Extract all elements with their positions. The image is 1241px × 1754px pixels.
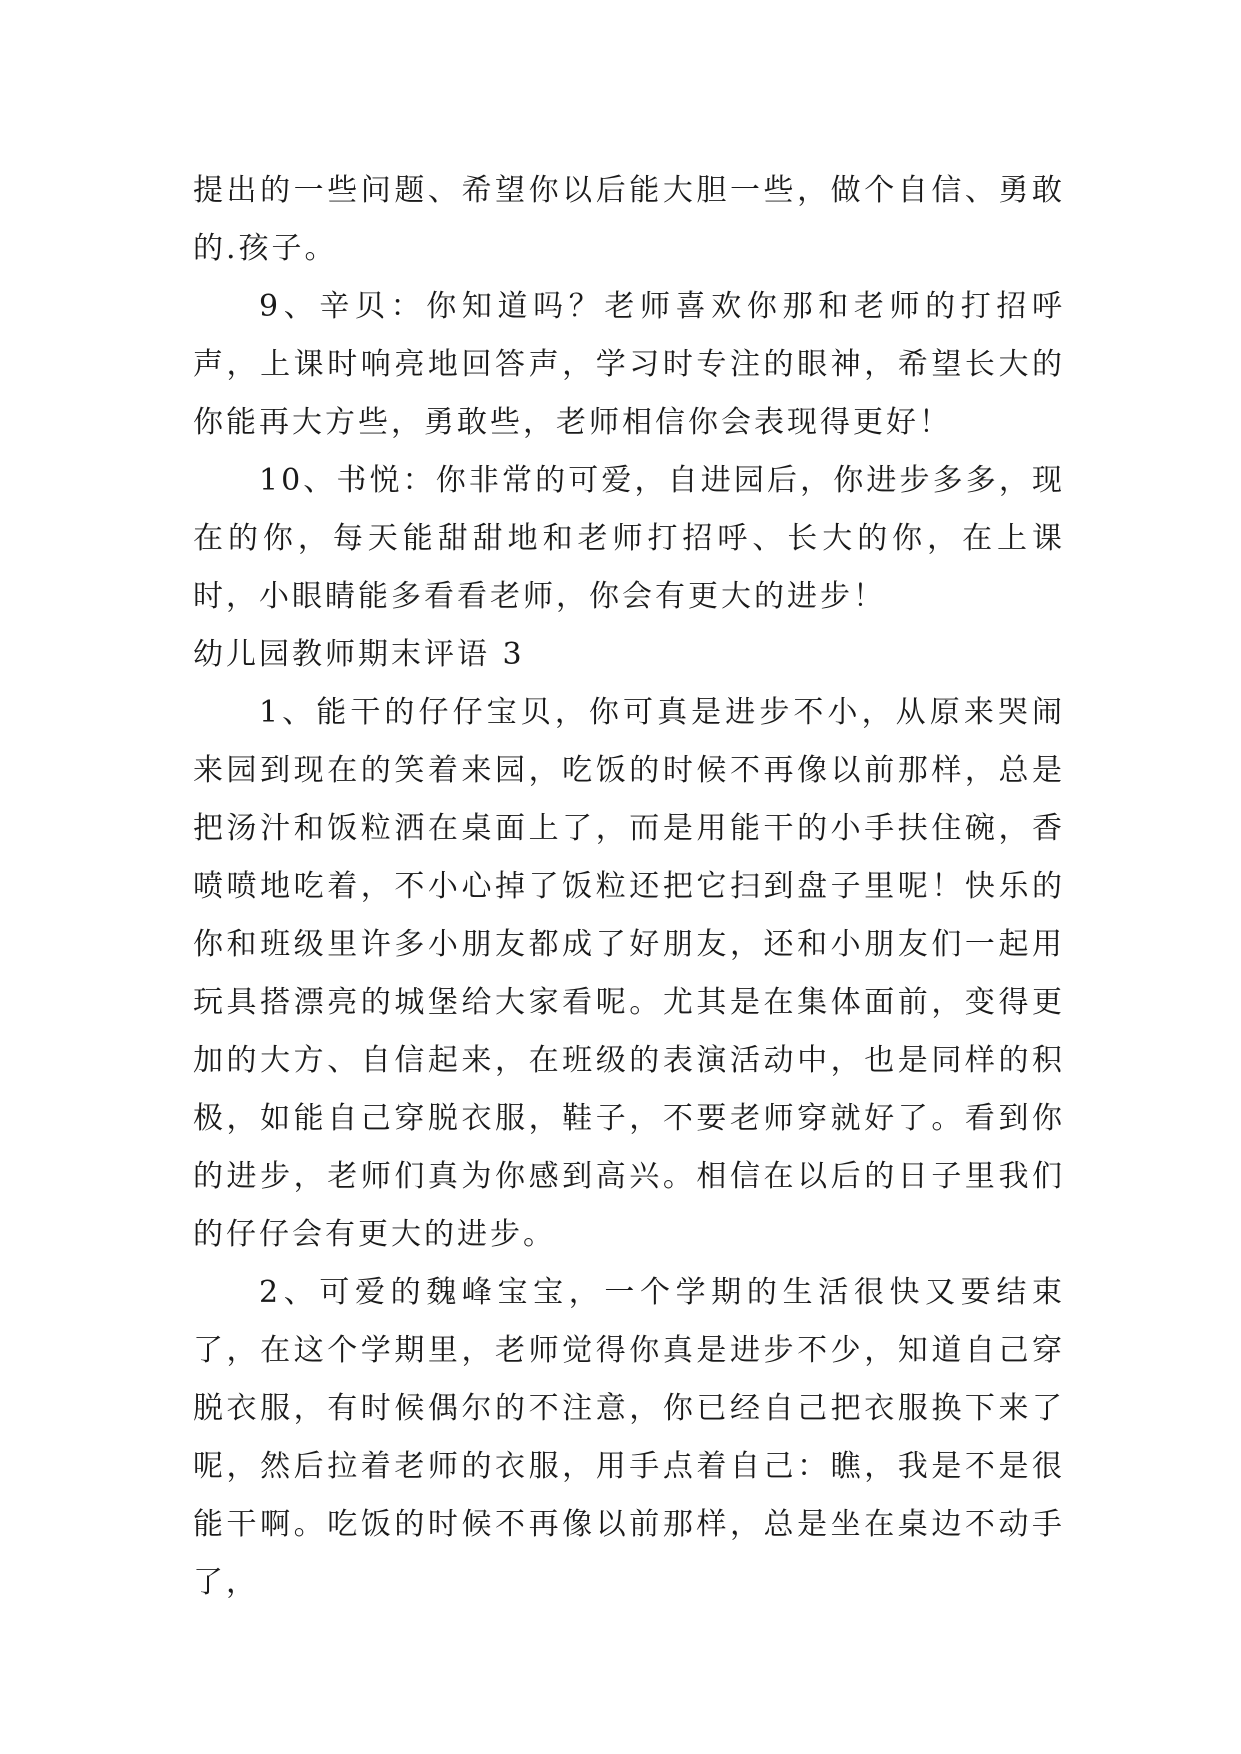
section-heading: 幼儿园教师期末评语 3 [193, 637, 525, 672]
paragraph-comment-1: 1、能干的仔仔宝贝，你可真是进步不小，从原来哭闹来园到现在的笑着来园，吃饭的时候不再像以前那样，总是把汤汁和饭粒洒在桌面上了，而是用能干的小手扶住碗，香喷喷地吃着，不小心掉了饭粒还把它扫到盘子里呢！快乐的你和班级里许多小朋友都成了好朋友，还和小朋友们一起用玩具搭漂亮的城堡给大家看呢。尤其是在集体面前，变得更加的大方、自信起来，在班级的表演活动中，也是同样的积极，如能自己穿脱衣服，鞋子，不要老师穿就好了。看到你的进步，老师们真为你感到高兴。相信在以后的日子里我们的仔仔会有更大的进步。 [193, 695, 1065, 1252]
paragraph-continuation: 提出的一些问题、希望你以后能大胆一些，做个自信、勇敢的.孩子。 [193, 173, 1065, 266]
paragraph-comment-2: 2、可爱的魏峰宝宝，一个学期的生活很快又要结束了，在这个学期里，老师觉得你真是进步不少，知道自己穿脱衣服，有时候偶尔的不注意，你已经自己把衣服换下来了呢，然后拉着老师的衣服，用手点着自己：瞧，我是不是很能干啊。吃饭的时候不再像以前那样，总是坐在桌边不动手了， [193, 1275, 1065, 1600]
paragraph-comment-10: 10、书悦：你非常的可爱，自进园后，你进步多多，现在的你，每天能甜甜地和老师打招呼、长大的你，在上课时，小眼睛能多看看老师，你会有更大的进步！ [193, 463, 1065, 614]
document-body [193, 162, 1065, 1612]
paragraph-comment-9: 9、辛贝：你知道吗？老师喜欢你那和老师的打招呼声，上课时响亮地回答声，学习时专注的眼神，希望长大的你能再大方些，勇敢些，老师相信你会表现得更好！ [193, 289, 1065, 440]
